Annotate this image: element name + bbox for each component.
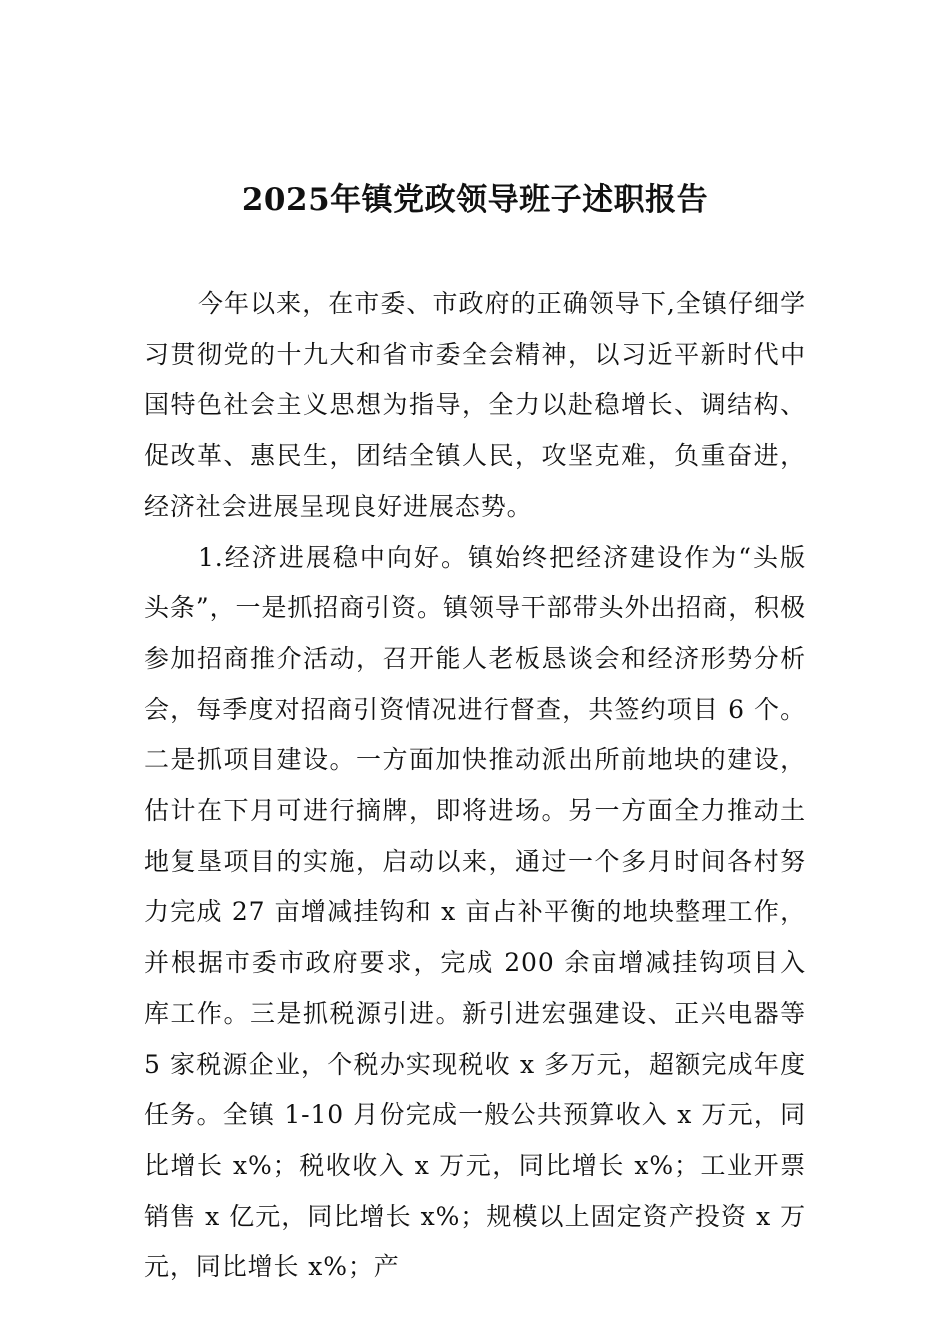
document-title: 2025年镇党政领导班子述职报告 — [241, 182, 709, 218]
paragraph-economy: 1.经济进展稳中向好。镇始终把经济建设作为“头版头条”，一是抓招商引资。镇领导干部带头外出招商，积极参加招商推介活动，召开能人老板恳谈会和经济形势分析会，每季度对招商引资情况进行督查，共签约项目 6 个。二是抓项目建设。一方面加快推动派出所前地块的建设，估计在下月可进行摘牌，即将进场。另一方面全力推动土地复垦项目的实施，启动以来，通过一个多月时间各村努力完成 27 亩增减挂钩和 x 亩占补平衡的地块整理工作，并根据市委市政府要求，完成 200 余亩增减挂钩项目入库工作。三是抓税源引进。新引进宏强建设、正兴电器等 5 家税源企业，个税办实现税收 x 多万元，超额完成年度任务。全镇 1-10 月份完成一般公共预算收入 x 万元，同比增长 x%；税收收入 x 万元，同比增长 x%；工业开票销售 x 亿元，同比增长 x%；规模以上固定资产投资 x 万元，同比增长 x%；产 — [144, 542, 806, 1282]
paragraph-intro: 今年以来，在市委、市政府的正确领导下,全镇仔细学习贯彻党的十九大和省市委全会精神，以习近平新时代中国特色社会主义思想为指导，全力以赴稳增长、调结构、促改革、惠民生，团结全镇人民，攻坚克难，负重奋进，经济社会进展呈现良好进展态势。 — [144, 289, 806, 521]
document-body — [144, 279, 806, 1293]
